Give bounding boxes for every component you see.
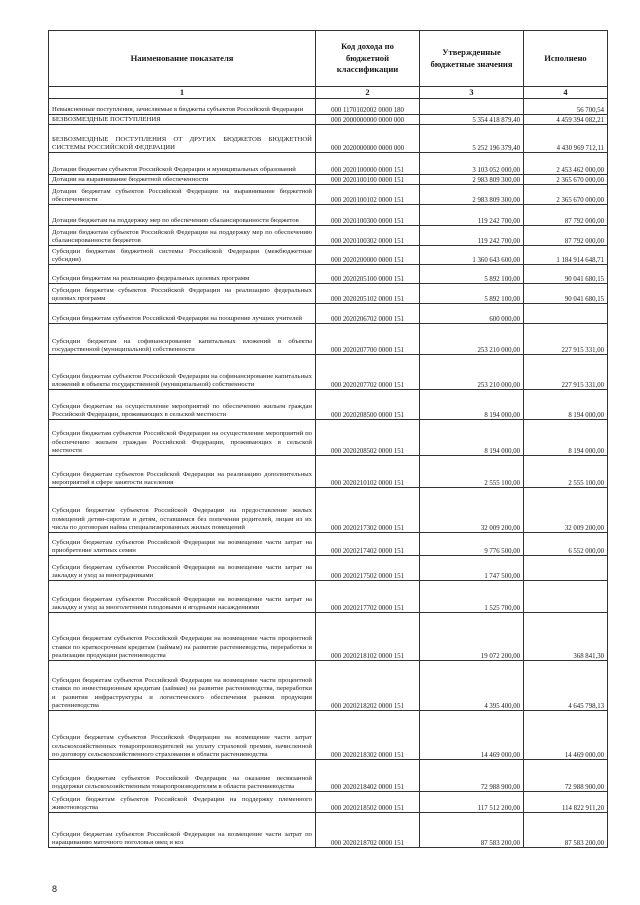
header-executed: Исполнено — [524, 31, 608, 87]
table-row — [49, 792, 608, 813]
row-executed-value: 4 430 969 712,11 — [524, 125, 608, 153]
row-income-code: 000 2020100102 0000 151 — [316, 185, 420, 205]
row-executed-value: 2 365 670 000,00 — [524, 175, 608, 185]
row-approved-value: 253 210 000,00 — [420, 324, 524, 355]
row-approved-value: 2 983 809 300,00 — [420, 175, 524, 185]
row-income-code: 000 2020207700 0000 151 — [316, 324, 420, 355]
column-number: 3 — [420, 87, 524, 99]
row-executed-value: 4 645 798,13 — [524, 661, 608, 711]
row-executed-value: 368 841,30 — [524, 613, 608, 661]
row-income-code: 000 2020218402 0000 151 — [316, 760, 420, 792]
table-row — [49, 175, 608, 185]
table-row — [49, 556, 608, 581]
row-name: БЕЗВОЗМЕЗДНЫЕ ПОСТУПЛЕНИЯ — [49, 115, 316, 125]
report-sheet — [48, 30, 607, 848]
row-income-code: 000 2020217302 0000 151 — [316, 488, 420, 533]
table-row — [49, 304, 608, 324]
row-approved-value: 8 194 000,00 — [420, 390, 524, 420]
table-row — [49, 125, 608, 153]
row-income-code: 000 2020100100 0000 151 — [316, 175, 420, 185]
row-income-code: 000 2020200000 0000 151 — [316, 246, 420, 265]
row-approved-value: 600 000,00 — [420, 304, 524, 324]
header-income-code: Код дохода по бюджетной классификации — [316, 31, 420, 87]
row-executed-value: 14 469 000,00 — [524, 711, 608, 760]
row-approved-value: 117 512 200,00 — [420, 792, 524, 813]
row-name: Субсидии бюджетам субъектов Российской Федерации на поддержку племенного животноводства — [49, 792, 316, 813]
row-executed-value: 2 365 670 000,00 — [524, 185, 608, 205]
column-number: 2 — [316, 87, 420, 99]
row-income-code: 000 2020210102 0000 151 — [316, 456, 420, 488]
row-income-code: 000 2020100000 0000 151 — [316, 153, 420, 175]
column-number: 1 — [49, 87, 316, 99]
row-executed-value: 87 792 000,00 — [524, 205, 608, 226]
row-income-code: 000 2020100302 0000 151 — [316, 226, 420, 246]
table-row — [49, 265, 608, 284]
row-approved-value: 72 988 900,00 — [420, 760, 524, 792]
row-name: Невыясненные поступления, зачисляемые в бюджеты субъектов Российской Федерации — [49, 99, 316, 115]
column-number: 4 — [524, 87, 608, 99]
table-row — [49, 760, 608, 792]
row-executed-value: 87 583 200,00 — [524, 813, 608, 848]
row-name: Субсидии бюджетам субъектов Российской Федерации на оказание несвязанной поддержки сельскохозяйственным товаропроизводителям в области растениеводства — [49, 760, 316, 792]
row-name: Дотации бюджетам субъектов Российской Федерации и муниципальных образований — [49, 153, 316, 175]
row-approved-value: 5 892 100,00 — [420, 284, 524, 304]
row-name: Субсидии бюджетам субъектов Российской Федерации на осуществление мероприятий по обеспечению жильем граждан Российской Федерации, проживающих в сельской местности — [49, 420, 316, 456]
row-executed-value: 90 041 680,15 — [524, 265, 608, 284]
row-income-code: 000 2020218202 0000 151 — [316, 661, 420, 711]
row-name: БЕЗВОЗМЕЗДНЫЕ ПОСТУПЛЕНИЯ ОТ ДРУГИХ БЮДЖЕТОВ БЮДЖЕТНОЙ СИСТЕМЫ РОССИЙСКОЙ ФЕДЕРАЦИИ — [49, 125, 316, 153]
row-approved-value: 8 194 000,00 — [420, 420, 524, 456]
row-executed-value: 4 459 394 082,21 — [524, 115, 608, 125]
row-name: Дотации бюджетам на поддержку мер по обеспечению сбалансированности бюджетов — [49, 205, 316, 226]
row-name: Субсидии бюджетам субъектов Российской Федерации на возмещение части затрат по наращиванию маточного поголовья овец и коз — [49, 813, 316, 848]
row-name: Субсидии бюджетам субъектов Российской Федерации на возмещение части процентной ставки по инвестиционным кредитам (займам) на развитие растениеводства, переработки и развития инфраструктуры и логистического обеспечения рынков продукции растениеводства — [49, 661, 316, 711]
row-approved-value: 19 072 200,00 — [420, 613, 524, 661]
row-approved-value: 1 525 700,00 — [420, 581, 524, 613]
table-row — [49, 246, 608, 265]
row-approved-value — [420, 99, 524, 115]
row-income-code: 000 2020205102 0000 151 — [316, 284, 420, 304]
row-income-code: 000 1170102002 0000 180 — [316, 99, 420, 115]
row-approved-value: 4 395 400,00 — [420, 661, 524, 711]
row-income-code: 000 2020206702 0000 151 — [316, 304, 420, 324]
row-income-code: 000 2020218502 0000 151 — [316, 792, 420, 813]
row-executed-value: 6 552 000,00 — [524, 533, 608, 556]
row-approved-value: 1 360 643 600,00 — [420, 246, 524, 265]
row-executed-value: 8 194 000,00 — [524, 420, 608, 456]
row-approved-value: 1 747 500,00 — [420, 556, 524, 581]
row-income-code: 000 2020000000 0000 000 — [316, 125, 420, 153]
row-executed-value: 32 009 200,00 — [524, 488, 608, 533]
row-income-code: 000 2020217402 0000 151 — [316, 533, 420, 556]
row-name: Субсидии бюджетам субъектов Российской Федерации на возмещение части затрат сельскохозяйственных товаропроизводителей на уплату страховой премии, начисленной по договору сельскохозяйственного страхования в области растениеводства — [49, 711, 316, 760]
row-executed-value — [524, 556, 608, 581]
row-approved-value: 119 242 700,00 — [420, 205, 524, 226]
table-row — [49, 115, 608, 125]
row-income-code: 000 2020217502 0000 151 — [316, 556, 420, 581]
table-row — [49, 153, 608, 175]
row-approved-value: 119 242 700,00 — [420, 226, 524, 246]
row-executed-value: 114 822 911,20 — [524, 792, 608, 813]
column-number-row — [49, 87, 608, 99]
row-approved-value: 3 103 052 000,00 — [420, 153, 524, 175]
table-row — [49, 533, 608, 556]
row-income-code: 000 2020218102 0000 151 — [316, 613, 420, 661]
row-approved-value: 253 210 000,00 — [420, 355, 524, 390]
table-row — [49, 355, 608, 390]
table-row — [49, 284, 608, 304]
row-executed-value: 2 555 100,00 — [524, 456, 608, 488]
row-approved-value: 2 555 100,00 — [420, 456, 524, 488]
table-row — [49, 613, 608, 661]
row-approved-value: 5 892 100,00 — [420, 265, 524, 284]
row-executed-value: 72 988 900,00 — [524, 760, 608, 792]
row-approved-value: 87 583 200,00 — [420, 813, 524, 848]
header-approved-values: Утвержденные бюджетные значения — [420, 31, 524, 87]
row-executed-value: 90 041 680,15 — [524, 284, 608, 304]
table-row — [49, 813, 608, 848]
table-row — [49, 205, 608, 226]
row-name: Субсидии бюджетам субъектов Российской Федерации на возмещение части затрат на закладку и уход за виноградниками — [49, 556, 316, 581]
table-row — [49, 390, 608, 420]
row-name: Дотации бюджетам субъектов Российской Федерации на поддержку мер по обеспечению сбалансированности бюджетов — [49, 226, 316, 246]
row-executed-value — [524, 304, 608, 324]
row-income-code: 000 2020208502 0000 151 — [316, 420, 420, 456]
row-name: Субсидии бюджетам субъектов Российской Федерации на реализацию федеральных целевых программ — [49, 284, 316, 304]
row-name: Субсидии бюджетам субъектов Российской Федерации на поощрение лучших учителей — [49, 304, 316, 324]
row-approved-value: 2 983 809 300,00 — [420, 185, 524, 205]
row-approved-value: 14 469 000,00 — [420, 711, 524, 760]
row-name: Субсидии бюджетам субъектов Российской Федерации на возмещение части затрат на закладку и уход за многолетними плодовыми и ягодными насаждениями — [49, 581, 316, 613]
table-row — [49, 711, 608, 760]
row-income-code: 000 2020217702 0000 151 — [316, 581, 420, 613]
row-approved-value: 9 776 500,00 — [420, 533, 524, 556]
row-approved-value: 5 252 196 379,40 — [420, 125, 524, 153]
table-row — [49, 99, 608, 115]
table-row — [49, 581, 608, 613]
row-income-code: 000 2020100300 0000 151 — [316, 205, 420, 226]
row-executed-value: 8 194 000,00 — [524, 390, 608, 420]
table-row — [49, 226, 608, 246]
page-number: 8 — [52, 884, 58, 894]
row-name: Субсидии бюджетам субъектов Российской Федерации на реализацию дополнительных мероприятий в сфере занятости населения — [49, 456, 316, 488]
row-name: Субсидии бюджетам субъектов Российской Федерации на предоставление жилых помещений детям-сиротам и детям, оставшимся без попечения родителей, лицам из их числа по договорам найма специализированных жилых помещений — [49, 488, 316, 533]
row-approved-value: 32 009 200,00 — [420, 488, 524, 533]
row-income-code: 000 2020218702 0000 151 — [316, 813, 420, 848]
table-row — [49, 456, 608, 488]
row-name: Дотации бюджетам субъектов Российской Федерации на выравнивание бюджетной обеспеченности — [49, 185, 316, 205]
header-indicator-name: Наименование показателя — [49, 31, 316, 87]
row-income-code: 000 2020207702 0000 151 — [316, 355, 420, 390]
row-name: Субсидии бюджетам бюджетной системы Российской Федерации (межбюджетные субсидии) — [49, 246, 316, 265]
row-executed-value: 56 700,54 — [524, 99, 608, 115]
table-row — [49, 324, 608, 355]
table-row — [49, 420, 608, 456]
header-row — [49, 31, 608, 87]
row-income-code: 000 2020218302 0000 151 — [316, 711, 420, 760]
row-name: Субсидии бюджетам субъектов Российской Федерации на софинансирование капитальных вложений в объекты государственной (муниципальной) собственности — [49, 355, 316, 390]
row-income-code: 000 2020205100 0000 151 — [316, 265, 420, 284]
row-name: Субсидии бюджетам на софинансирование капитальных вложений в объекты государственной (муниципальной) собственности — [49, 324, 316, 355]
row-executed-value: 227 915 331,00 — [524, 324, 608, 355]
row-executed-value: 1 184 914 648,71 — [524, 246, 608, 265]
row-income-code: 000 2020208500 0000 151 — [316, 390, 420, 420]
row-approved-value: 5 354 418 879,40 — [420, 115, 524, 125]
row-executed-value: 87 792 000,00 — [524, 226, 608, 246]
row-name: Субсидии бюджетам на осуществление мероприятий по обеспечению жильем граждан Российской Федерации, проживающих в сельской местности — [49, 390, 316, 420]
table-row — [49, 488, 608, 533]
row-name: Субсидии бюджетам субъектов Российской Федерации на возмещение части затрат на приобретение элитных семян — [49, 533, 316, 556]
row-executed-value: 2 453 462 000,00 — [524, 153, 608, 175]
row-name: Субсидии бюджетам на реализацию федеральных целевых программ — [49, 265, 316, 284]
table-body — [49, 99, 608, 848]
budget-income-table — [48, 30, 608, 848]
row-name: Дотации на выравнивание бюджетной обеспеченности — [49, 175, 316, 185]
row-executed-value — [524, 581, 608, 613]
row-executed-value: 227 915 331,00 — [524, 355, 608, 390]
table-row — [49, 185, 608, 205]
row-name: Субсидии бюджетам субъектов Российской Федерации на возмещение части процентной ставки по краткосрочным кредитам (займам) на развитие растениеводства, переработки и реализации продукции растениеводства — [49, 613, 316, 661]
table-row — [49, 661, 608, 711]
row-income-code: 000 2000000000 0000 000 — [316, 115, 420, 125]
